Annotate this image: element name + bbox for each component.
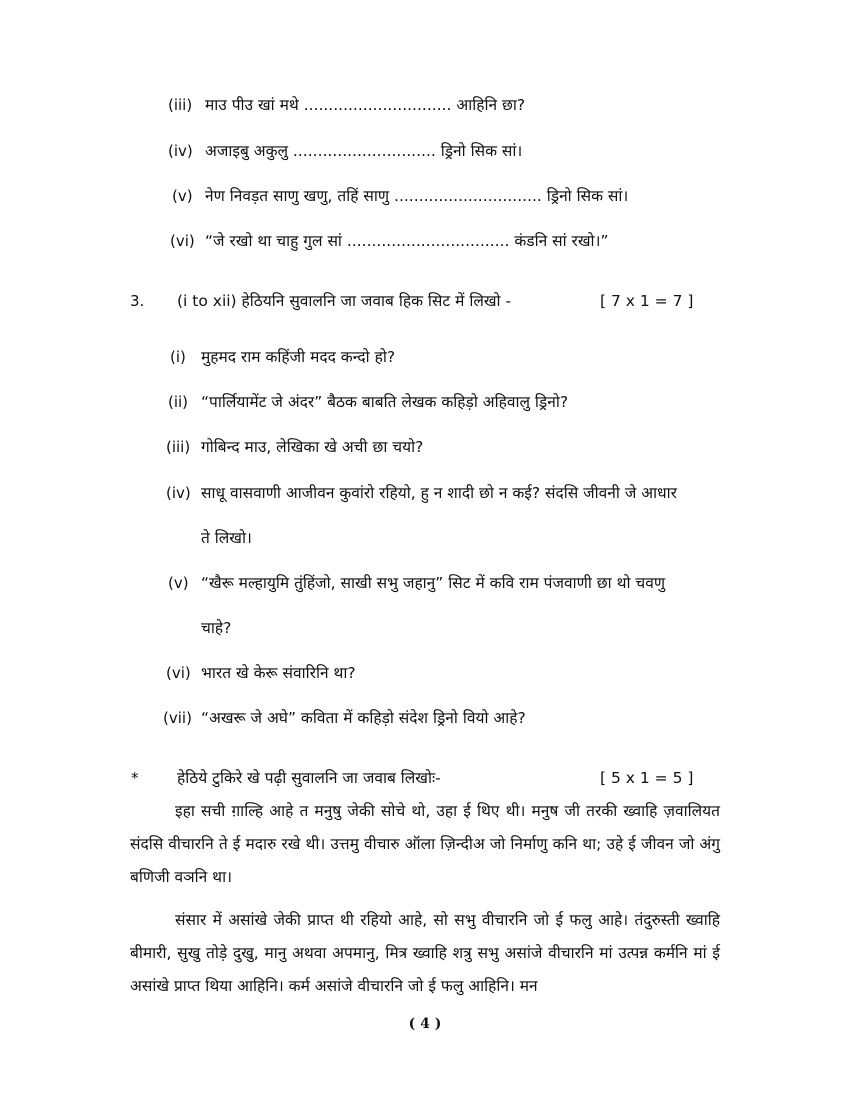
item-number: (iii) <box>168 96 193 114</box>
item-number: (iv) <box>168 142 193 160</box>
item-number: (vii) <box>163 709 192 727</box>
item-text: “खैरू मल्हायुमि तुंहिंजो, साखी सभु जहानु” सिट में कवि राम पंजवाणी छा थो चवणु <box>201 574 666 592</box>
item-number: (vi) <box>166 664 191 682</box>
item-text: साधू वासवाणी आजीवन कुवांरो रहियो, हु न शादी छो न कई? संदसि जीवनी जे आधार <box>201 484 677 502</box>
item-number: (ii) <box>168 393 189 411</box>
item-number: (iv) <box>166 484 191 502</box>
item-number: (v) <box>172 187 193 205</box>
question-instruction: (i to xii) हेठियनि सुवालनि जा जवाब हिक सिट में लिखो - <box>177 292 512 310</box>
item-text: भारत खे केरू संवारिनि था? <box>201 664 356 682</box>
passage-paragraph-2 <box>130 904 720 1003</box>
item-text-continued: चाहे? <box>201 619 232 637</box>
item-text: अजाइबु अकुलु ............................. ड्रिनो सिक सां। <box>205 142 523 160</box>
paragraph-text: इहा सची ग़ाल्हि आहे त मनुषु जेकी सोचे थो, उहा ई थिए थी। मनुष जी तरकी ख्वाहि ज़वालियत संदसि वीचारनि ते ई मदारु रखे थी। उत्तमु वीचारु ऑला ज़िन्दीअ जो निर्माणु कनि था; उहे ई जीवन जो अंगु बणिजी वञनि था। <box>130 802 720 886</box>
page-number: ( 4 ) <box>408 1016 442 1032</box>
item-text: “अखरू जे अघे” कविता में कहिड़ो संदेश ड्रिनो वियो आहे? <box>201 709 526 727</box>
item-text: नेण निवड़त साणु खणु, तहिं साणु .............................. ड्रिनो सिक सां। <box>205 187 629 205</box>
item-text: “पार्लियामेंट जे अंदर” बैठक बाबति लेखक कहिड़ो अहिवालु ड्रिनो? <box>201 393 569 411</box>
passage-paragraph-1 <box>130 795 720 894</box>
item-text: गोबिन्द माउ, लेखिका खे अची छा चयो? <box>201 438 424 456</box>
question-marks: [ 7 x 1 = 7 ] <box>600 292 694 310</box>
item-number: (vi) <box>170 232 195 250</box>
item-number: (iii) <box>166 438 191 456</box>
passage-marks: [ 5 x 1 = 5 ] <box>600 769 694 787</box>
item-number: (i) <box>170 348 186 366</box>
question-number: 3. <box>130 292 145 310</box>
item-text-continued: ते लिखो। <box>201 529 252 547</box>
paragraph-text: संसार में असांखे जेकी प्राप्त थी रहियो आहे, सो सभु वीचारनि जो ई फलु आहे। तंदुरुस्ती ख्वाहि बीमारी, सुखु तोड़े दुखु, मानु अथवा अपमानु, मित्र ख्वाहि शत्रु सभु असांजे वीचारनि मां उत्पन्न कर्मनि मां ई असांखे प्राप्त थिया आहिनि। कर्म असांजे वीचारनि जो ई फलु आहिनि। मन <box>130 911 720 995</box>
bullet-asterisk: * <box>131 769 139 787</box>
passage-instruction: हेठिये टुकिरे खे पढ़ी सुवालनि जा जवाब लिखोः- <box>177 769 441 787</box>
item-text: “जे रखो था चाहु गुल सां ................................. कंडनि सां रखो।” <box>205 232 609 250</box>
item-text: माउ पीउ खां मथे .............................. आहिनि छा? <box>205 96 526 114</box>
item-text: मुहमद राम कहिंजी मदद कन्दो हो? <box>201 348 396 366</box>
item-number: (v) <box>168 574 189 592</box>
